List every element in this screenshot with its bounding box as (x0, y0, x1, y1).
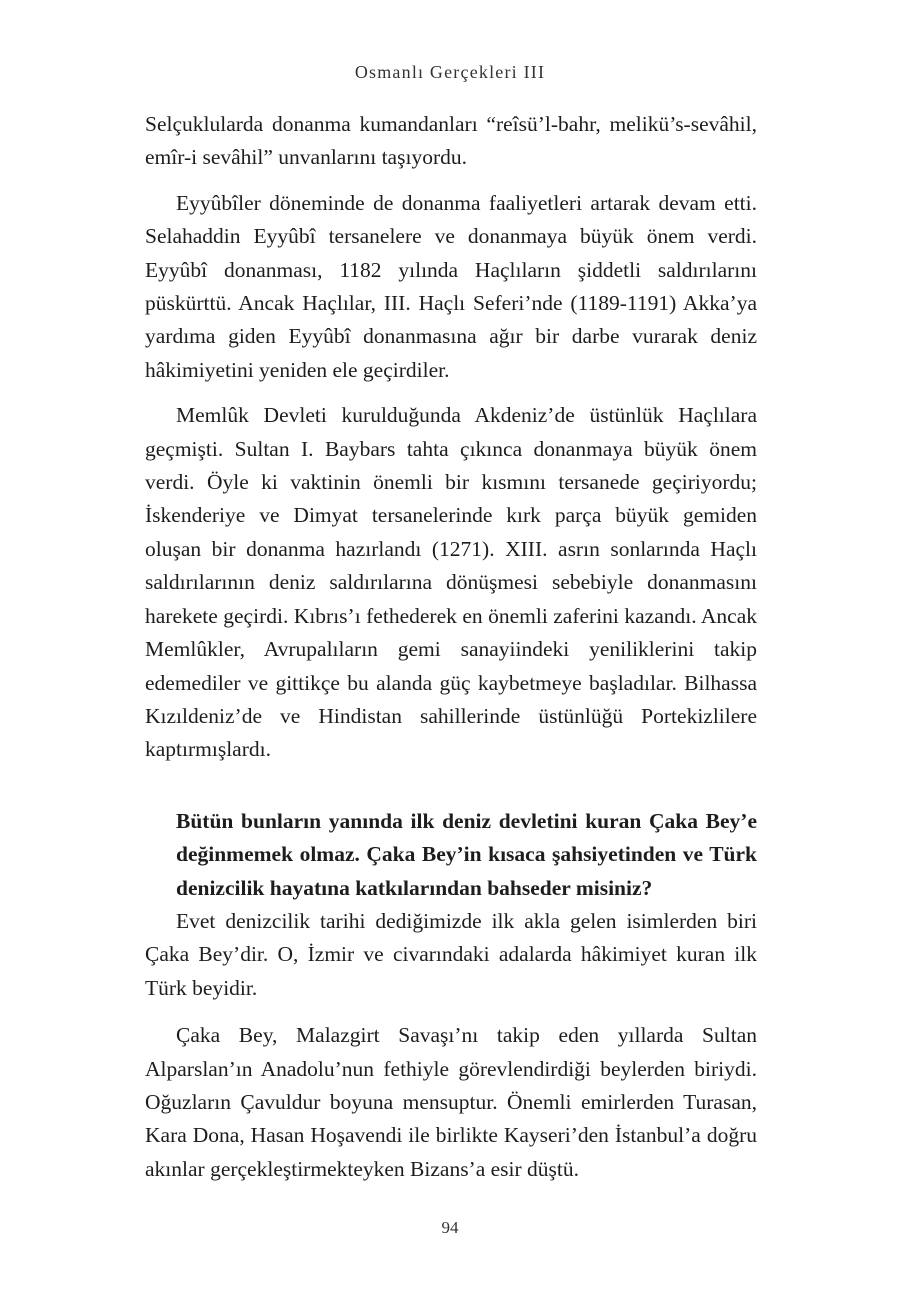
paragraph-ayyubid-navy: Eyyûbîler döneminde de donanma faaliyetleri artarak devam etti. Selahaddin Eyyûbî tersanelere ve donanmaya büyük önem verdi. Eyyûbî donanması, 1182 yılında Haçlıların şiddetli saldırılarını püskürttü. Ancak Haçlılar, III. Haçlı Seferi’nde (1189-1191) Akka’ya yardıma giden Eyyûbî donanmasına ağır bir darbe vurarak deniz hâkimiyetini yeniden ele geçirdiler. (145, 190, 757, 382)
paragraph-mamluk-navy: Memlûk Devleti kurulduğunda Akdeniz’de üstünlük Haçlılara geçmişti. Sultan I. Baybars tahta çıkınca donanmaya büyük önem verdi. Öyle ki vaktinin önemli bir kısmını tersanede geçiriyordu; İskenderiye ve Dimyat tersanelerinde kırk parça büyük gemiden oluşan bir donanma hazırlandı (1271). XIII. asrın sonlarında Haçlı saldırılarının deniz saldırılarına dönüşmesi sebebiyle donanmasını harekete geçirdi. Kıbrıs’ı fethederek en önemli zaferini kazandı. Ancak Memlûkler, Avrupalıların gemi sanayiindeki yeniliklerini takip edemediler ve gittikçe bu alanda güç kaybetmeye başladılar. Bilhassa Kızıldeniz’de ve Hindistan sahillerinde üstünlüğü Portekizlilere kaptırmışlardı. (145, 403, 757, 762)
page-body (145, 108, 757, 1186)
answer-paragraph-2: Çaka Bey, Malazgirt Savaşı’nı takip eden yıllarda Sultan Alparslan’ın Anadolu’nun fethiyle görevlendirdiği beylerden biriydi. Oğuzların Çavuldur boyuna mensuptur. Önemli emirlerden Turasan, Kara Dona, Hasan Hoşavendi ile birlikte Kayseri’den İstanbul’a doğru akınlar gerçekleştirmekteyken Bizans’a esir düştü. (145, 1023, 757, 1181)
page-number: 94 (441, 1218, 459, 1237)
answer-paragraph-1: Evet denizcilik tarihi dediğimizde ilk akla gelen isimlerden biri Çaka Bey’dir. O, İzmir ve civarındaki adalarda hâkimiyet kuran ilk Türk beyidir. (145, 908, 757, 1000)
interview-question: Bütün bunların yanında ilk deniz devletini kuran Çaka Bey’e değinmemek olmaz. Çaka Bey’in kısaca şahsiyetinden ve Türk denizcilik hayatına katkılarından bahseder misiniz? (176, 808, 757, 900)
paragraph-seljuk-navy: Selçuklularda donanma kumandanları “reîsü’l-bahr, melikü’s-sevâhil, emîr-i sevâhil” unvanlarını taşıyordu. (145, 112, 757, 170)
running-header: Osmanlı Gerçekleri III (354, 62, 546, 82)
